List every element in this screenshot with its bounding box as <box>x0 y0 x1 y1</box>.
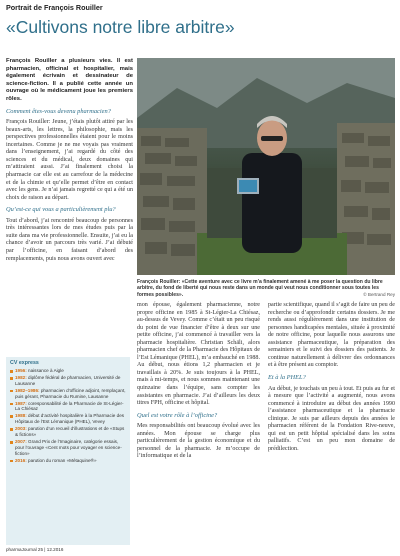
cv-item <box>10 458 126 464</box>
left-column <box>6 58 133 267</box>
headline: «Cultivons notre libre arbitre» <box>6 17 235 37</box>
cv-text: diplôme fédéral de pharmacien, Université de Lausanne <box>15 374 121 386</box>
page-footer: pharmaJournal 25 | 12.2016 <box>6 547 64 552</box>
right-column <box>268 302 395 457</box>
cv-text: parution d’un recueil d’illustrations et de «Stups & fictions» <box>15 426 125 438</box>
cv-text: début d’activité hospitalière à la Pharmacie des Hôpitaux de l’Est Lémanique (PHEL), Vevey <box>15 413 125 425</box>
cv-year: 2003: <box>15 426 27 432</box>
caption-text: François Rouiller: «Cette aventure avec ce livre m’a finalement amené à me poser la question du libre arbitre, du fond de liberté qui nous reste dans un monde qui veut nous conditionner sous toutes les formes possibles». <box>137 279 383 298</box>
question-2: Qu’est-ce qui vous a particulièrement plu? <box>6 206 116 214</box>
cv-year: 2016: <box>15 457 27 463</box>
col2-question: Quel est votre rôle à l’officine? <box>137 411 218 419</box>
photo-caption <box>137 279 395 298</box>
question-1: Comment êtes-vous devenu pharmacien? <box>6 107 111 115</box>
cv-text: naissance à Aigle <box>28 368 64 373</box>
cv-year: 1982–1986: <box>15 387 40 393</box>
col2-paragraph-2: Mes responsabilités ont beaucoup évolué avec les années. Mon épouse se charge plus particulièrement de la gestion économique et du personnel de la pharmacie. Je m’occupe de l’informatique et de la <box>137 423 260 460</box>
cv-item <box>10 401 126 413</box>
cv-text: Grand Prix de l’Imaginaire, catégorie essais, pour l’ouvrage «Cent mots pour voyager en science-fiction» <box>15 438 122 456</box>
cv-year: 1956: <box>15 368 27 373</box>
cv-item <box>10 388 126 400</box>
cv-title: CV express <box>10 360 39 366</box>
photo-credit: © Bertrand Rey <box>363 291 395 297</box>
cv-year: 1982: <box>15 374 27 380</box>
cv-year: 2007: <box>15 438 27 444</box>
col2-paragraph-1: mon épouse, également pharmacienne, notre propre officine en 1985 à St-Légier-La Chiésaz, au-dessus de Vevey. Comme c’était un peu risqué du point de vue financier d’être à deux sur une petite officine, j’ai commencé à travailler vers la pharmacie hospitalière. Christian Schäli, alors pharmacien chef de la Pharmacie des Hôpitaux de l’Est Lémanique (PHEL), m’a embauché en 1988. Au début, nous étions 1,2 pharmacien et je travaillais à 20%. Je suis toujours à la PHEL, mais à mi-temps, et nous sommes maintenant une quinzaine dans l’équipe, sans compter les assistantes en pharmacie. J’ai d’ailleurs les deux titres FPH, officine et hôpital. <box>137 302 260 407</box>
cv-item <box>10 426 126 438</box>
middle-column <box>137 302 260 465</box>
portrait-illustration <box>137 58 395 275</box>
cv-year: 1988: <box>15 413 27 419</box>
cv-item <box>10 413 126 425</box>
cv-text: pharmacien d’officine adjoint, remplaçant, puis gérant, Pharmacie du Rumine, Lausanne <box>15 387 126 399</box>
cv-text: parution du roman «Métaquine®» <box>28 457 97 463</box>
cv-item <box>10 439 126 457</box>
answer-1: François Rouiller: Jeune, j’étais plutôt attiré par les beaux-arts, les lettres, la philosophie, mais les perspectives professionnelles étaient pour le moins incertaines. Comme je ne me voyais pas vraiment dans l’enseignement, j’ai regardé du côté des sciences et du médical, deux domaines qui m’attiraient aussi. J’ai finalement choisi la pharmacie car elle est au carrefour de la médecine et de la chimie et qu’elle permet d’être en contact avec les gens. Je n’ai jamais regretté ce qui a été un choix de raison au départ. <box>6 119 133 201</box>
col3-paragraph-2: Au début, je touchais un peu à tout. Et puis au fur et à mesure que l’activité a augmenté, nous avons commencé à introduire au début des années 1990 l’assistance pharmaceutique et la pharmacie clinique. Je suis par ailleurs depuis des années le pharmacien référent de la Fondation Rive-neuve, qui est un petit hôpital spécialisé dans les soins palliatifs. C’est un peu mon domaine de prédilection. <box>268 385 395 452</box>
cv-year: 1987: <box>15 400 27 406</box>
kicker: Portrait de François Rouiller <box>6 3 103 12</box>
answer-2: Tout d’abord, j’ai rencontré beaucoup de personnes très intéressantes lors de mes études puis par la suite dans ma vie professionnelle. Ensuite, j’ai eu la chance d’avoir un parcours très varié. J’ai débuté par l’officine, en faisant d’abord des remplacements, puis nous avons ouvert avec <box>6 217 133 262</box>
lead-paragraph: François Rouiller a plusieurs vies. Il est pharmacien, officinal et hospitalier, mais également écrivain et dessinateur de science-fiction. Il a publié cette année un ouvrage où le médicament joue les premiers rôles. <box>6 58 133 102</box>
cv-box <box>6 357 130 545</box>
cv-text: coresponsabilité de la Pharmacie de St-Légier-La Chiésaz <box>15 400 124 412</box>
cv-item <box>10 375 126 387</box>
col3-question: Et à la PHEL? <box>268 373 306 381</box>
cv-item <box>10 368 126 374</box>
portrait-photo <box>137 58 395 275</box>
col3-paragraph-1: partie scientifique, quand il s’agit de faire un peu de recherche ou d’approfondir certains dossiers. Je me rends aussi régulièrement dans une institution de personnes handicapées mentales, située à proximité de notre officine, pour laquelle nous assurons une assistance pharmaceutique, la préparation des semainiers et le suivi des dossiers des patients. Je continue naturellement à délivrer des ordonnances et à être présent au comptoir. <box>268 302 395 369</box>
